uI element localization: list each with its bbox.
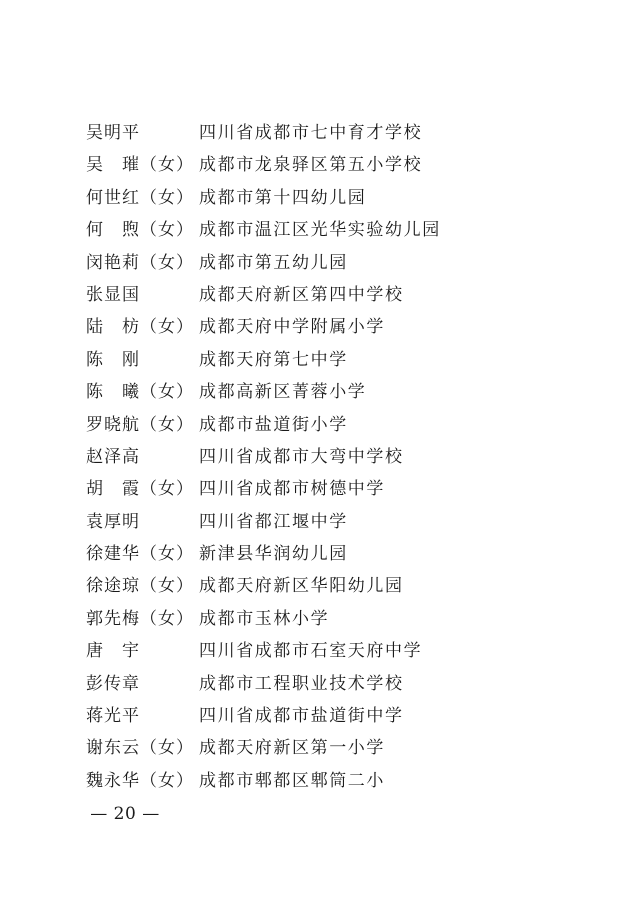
list-item — [0, 311, 640, 343]
person-name: 徐建华（女） — [86, 544, 194, 565]
list-item — [0, 732, 640, 764]
person-name: 魏永华（女） — [86, 770, 194, 791]
list-item — [0, 279, 640, 311]
person-name: 陈 刚 — [86, 349, 140, 370]
page-number: — 20 — — [90, 804, 160, 824]
list-item — [0, 247, 640, 279]
person-name: 吴 璀（女） — [86, 155, 194, 176]
list-item — [0, 376, 640, 408]
school-name: 成都天府新区第一小学 — [199, 738, 385, 759]
school-name: 成都天府新区第四中学校 — [199, 284, 404, 305]
school-name: 成都天府新区华阳幼儿园 — [199, 576, 404, 597]
school-name: 成都市玉林小学 — [199, 608, 330, 629]
person-name: 陆 枋（女） — [86, 317, 194, 338]
school-name: 成都市温江区光华实验幼儿园 — [199, 220, 441, 241]
list-item — [0, 668, 640, 700]
list-item — [0, 570, 640, 602]
list-item — [0, 635, 640, 667]
list-item — [0, 117, 640, 149]
school-name: 新津县华润幼儿园 — [199, 544, 348, 565]
school-name: 成都市第五幼儿园 — [199, 252, 348, 273]
person-name: 吴明平 — [86, 123, 140, 143]
person-name: 闵艳莉（女） — [86, 252, 194, 273]
person-name: 胡 霞（女） — [86, 479, 194, 500]
list-item — [0, 344, 640, 376]
list-item — [0, 765, 640, 797]
person-name: 赵泽高 — [86, 446, 140, 467]
person-name: 彭传章 — [86, 673, 140, 694]
person-name: 郭先梅（女） — [86, 608, 194, 629]
school-name: 四川省成都市七中育才学校 — [199, 123, 423, 143]
school-name: 成都天府中学附属小学 — [199, 317, 385, 338]
list-item — [0, 409, 640, 441]
person-name: 罗晓航（女） — [86, 414, 194, 435]
school-name: 四川省都江堰中学 — [199, 511, 348, 532]
list-item — [0, 214, 640, 246]
school-name: 四川省成都市石室天府中学 — [199, 641, 423, 662]
school-name: 四川省成都市盐道街中学 — [199, 706, 404, 727]
school-name: 成都市工程职业技术学校 — [199, 673, 404, 694]
school-name: 成都天府第七中学 — [199, 349, 348, 370]
school-name: 四川省成都市树德中学 — [199, 479, 385, 500]
name-list — [0, 117, 640, 797]
list-item — [0, 506, 640, 538]
school-name: 成都市盐道街小学 — [199, 414, 348, 435]
school-name: 成都高新区菁蓉小学 — [199, 382, 367, 403]
school-name: 成都市龙泉驿区第五小学校 — [199, 155, 423, 176]
school-name: 成都市第十四幼儿园 — [199, 187, 367, 208]
school-name: 四川省成都市大弯中学校 — [199, 446, 404, 467]
person-name: 徐途琼（女） — [86, 576, 194, 597]
list-item — [0, 473, 640, 505]
person-name: 张显国 — [86, 284, 140, 305]
list-item — [0, 149, 640, 181]
person-name: 何 煦（女） — [86, 220, 194, 241]
person-name: 袁厚明 — [86, 511, 140, 532]
person-name: 唐 宇 — [86, 641, 140, 662]
list-item — [0, 538, 640, 570]
list-item — [0, 603, 640, 635]
person-name: 蒋光平 — [86, 706, 140, 727]
person-name: 谢东云（女） — [86, 738, 194, 759]
list-item — [0, 700, 640, 732]
person-name: 陈 曦（女） — [86, 382, 194, 403]
list-item — [0, 182, 640, 214]
person-name: 何世红（女） — [86, 187, 194, 208]
list-item — [0, 441, 640, 473]
school-name: 成都市郫都区郫筒二小 — [199, 770, 385, 791]
